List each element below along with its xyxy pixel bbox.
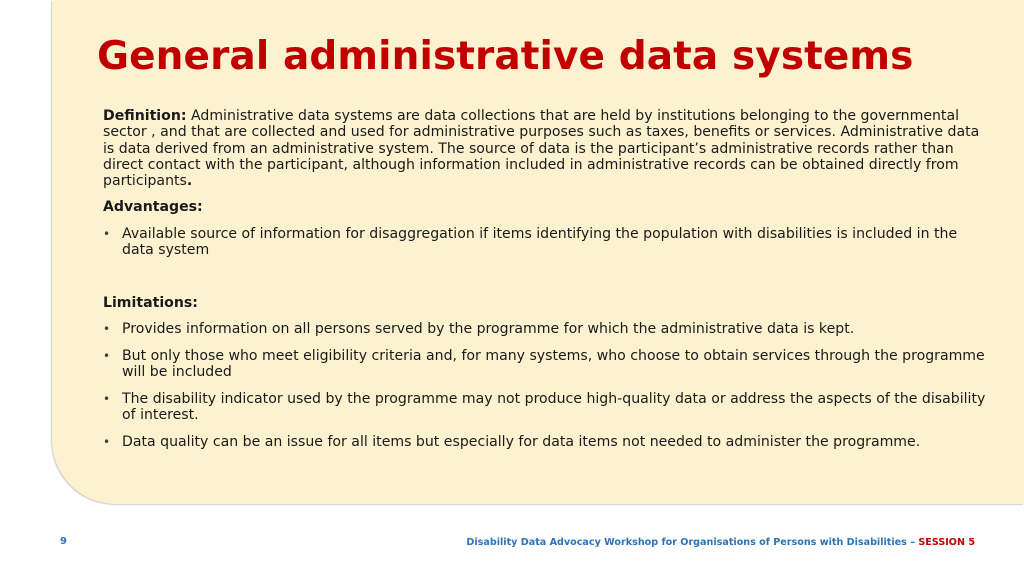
footer-caption [466,537,975,548]
limitation-text: Provides information on all persons served by the programme for which the administrative data is kept. [122,321,855,338]
definition-label: Definition: [103,108,187,124]
bullet-icon: • [103,392,111,407]
advantages-heading: Advantages: [103,199,203,216]
limitation-text: The disability indicator used by the programme may not produce high-quality data or address the aspects of the disability of interest. [122,391,986,424]
advantage-text: Available source of information for disaggregation if items identifying the population with disabilities is included in the data system [122,225,958,259]
definition-end-mark: . [186,173,193,190]
list-item [103,391,987,424]
limitation-text: Data quality can be an issue for all items but especially for data items not needed to administer the programme. [122,434,921,451]
bullet-icon: • [103,348,111,363]
list-item [103,348,987,381]
page-number: 9 [60,536,67,547]
definition-paragraph [103,108,987,189]
limitations-list [103,321,987,450]
limitation-text: But only those who meet eligibility criteria and, for many systems, who choose to obtain services through the programme will be included [122,347,985,381]
slide-title: General administrative data systems [97,34,914,79]
bullet-icon: • [103,226,111,241]
bullet-icon: • [103,322,111,337]
section-spacer [103,269,987,295]
footer-workshop-text: Disability Data Advocacy Workshop for Organisations of Persons with Disabilities – [466,537,919,548]
bullet-icon: • [103,435,111,450]
list-item [103,434,987,450]
list-item [103,321,987,337]
footer-session-label: SESSION 5 [918,537,975,548]
slide-body [103,108,987,461]
advantages-list [103,226,987,259]
definition-text: Administrative data systems are data collections that are held by institutions belonging to the governmental sector , and that are collected and used for administrative purposes such as taxes, benefits or services. Administrative data is data derived from an administrative system. The source of data is the participant’s administrative records rather than direct contact with the participant, although information included in administrative records can be obtained directly from participants [103,108,980,190]
limitations-heading: Limitations: [103,294,198,311]
list-item [103,226,987,259]
